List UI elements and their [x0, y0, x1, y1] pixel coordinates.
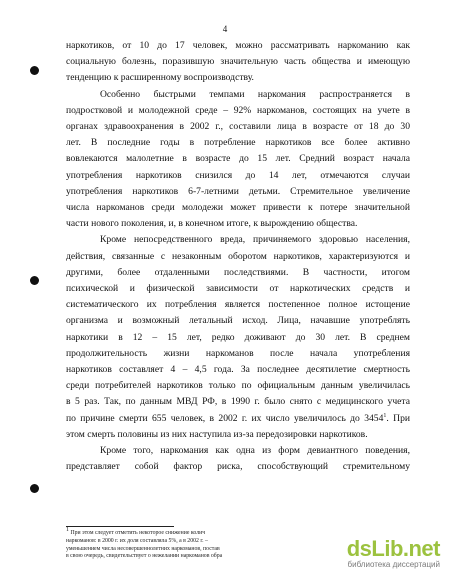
footnote-divider — [66, 526, 174, 527]
binder-hole-icon — [30, 276, 39, 285]
footnote-line: уменьшением числа несовершеннолетних наркоманов, постав — [66, 545, 220, 552]
page-number: 4 — [222, 24, 228, 34]
text-line: части нового поколения, и, в конечном итоге, к вырождению общества. — [66, 218, 358, 230]
text-line: социальную болезнь, поразившую значительную часть общества и имеющую — [66, 56, 410, 68]
text-line: употребления наркотиков 6-7-летними детьми. Стремительное увеличение — [66, 185, 410, 197]
text-line: этом смерть половины из них наступила из-за передозировки наркотиков. — [66, 428, 368, 440]
text-line: продолжительность жизни наркоманов после начала употребления — [66, 347, 410, 359]
text-line: представляет собой фактор риска, способствующий стремительному — [66, 461, 410, 473]
document-body — [66, 38, 410, 475]
text-line: организма и возможный летальный исход. Лица, начавшие употреблять — [66, 315, 410, 327]
footnote-line: в свою очередь, свидетельствует о нежелании наркоманов обра — [66, 553, 223, 560]
text-line: Особенно быстрыми темпами наркомания распространяется в — [100, 88, 410, 100]
watermark-subtitle: библиотека диссертаций — [347, 560, 440, 569]
text-line: наркотиков составляет 4 – 4,5 года. За последнее десятилетие смертность — [66, 364, 410, 376]
binder-hole-icon — [30, 484, 39, 493]
text-line: психической и физической зависимости от наркотических средств и — [66, 283, 410, 295]
text-line: лет. В последние годы в потребление наркотиков все более активно — [66, 137, 410, 149]
binder-hole-icon — [30, 66, 39, 75]
text-line: в 5 раз. Так, по данным МВД РФ, в 1990 г. было снято с медицинского учета — [66, 396, 410, 408]
text-line: органах здравоохранения в 2002 г., составили лица в возрасте от 18 до 30 — [66, 121, 410, 133]
text-line: наркотиков, от 10 до 17 человек, можно рассматривать наркоманию как — [66, 40, 410, 51]
watermark — [320, 538, 440, 574]
text-line: Кроме непосредственного вреда, причиняемого здоровью населения, — [100, 234, 410, 246]
footnote — [66, 527, 346, 561]
text-line: наркотики в 12 – 15 лет, редко доживают до 30 лет. В среднем — [66, 331, 410, 343]
text-segment: по причине смерти 655 человек, в 2002 г. их число увеличилось до 3454 — [66, 412, 384, 424]
text-line: среди потребителей наркотиков только по официальным данным увеличилась — [66, 380, 410, 392]
footnote-reference[interactable]: 1 — [383, 412, 387, 419]
text-segment: . При — [386, 412, 410, 424]
text-line: тенденцию к расширенному воспроизводству. — [66, 72, 254, 84]
text-line — [66, 411, 410, 427]
footnote-text: При этом следует отметить некоторое снижение колич — [70, 530, 206, 536]
text-line: подростковой и молодежной среде – 92% наркоманов, состоящих на учете в — [66, 104, 410, 116]
watermark-logo: dsLib.net — [346, 536, 440, 561]
text-line: другими, более отдаленными последствиями. В частности, итогом — [66, 266, 410, 278]
text-line: употребления наркотиков снизился до 14 лет, отмечаются случаи — [66, 169, 410, 181]
footnote-marker: 1 — [66, 527, 69, 534]
text-line: вовлекаются малолетние в возрасте до 15 лет. Средний возраст начала — [66, 153, 410, 165]
text-line: числа наркоманов среди молодежи может привести к потере значительной — [66, 202, 410, 214]
text-line: действия, связанные с незаконным оборотом наркотиков, характеризуются и — [66, 250, 410, 262]
footnote-line: наркоманов: в 2000 г. их доля составляла 5%, а в 2002 г. – — [66, 537, 208, 544]
footnote-line — [66, 527, 346, 538]
text-line: Кроме того, наркомания как одна из форм девиантного поведения, — [100, 445, 410, 457]
text-line: систематического их потребления является постепенное полное истощение — [66, 299, 410, 311]
